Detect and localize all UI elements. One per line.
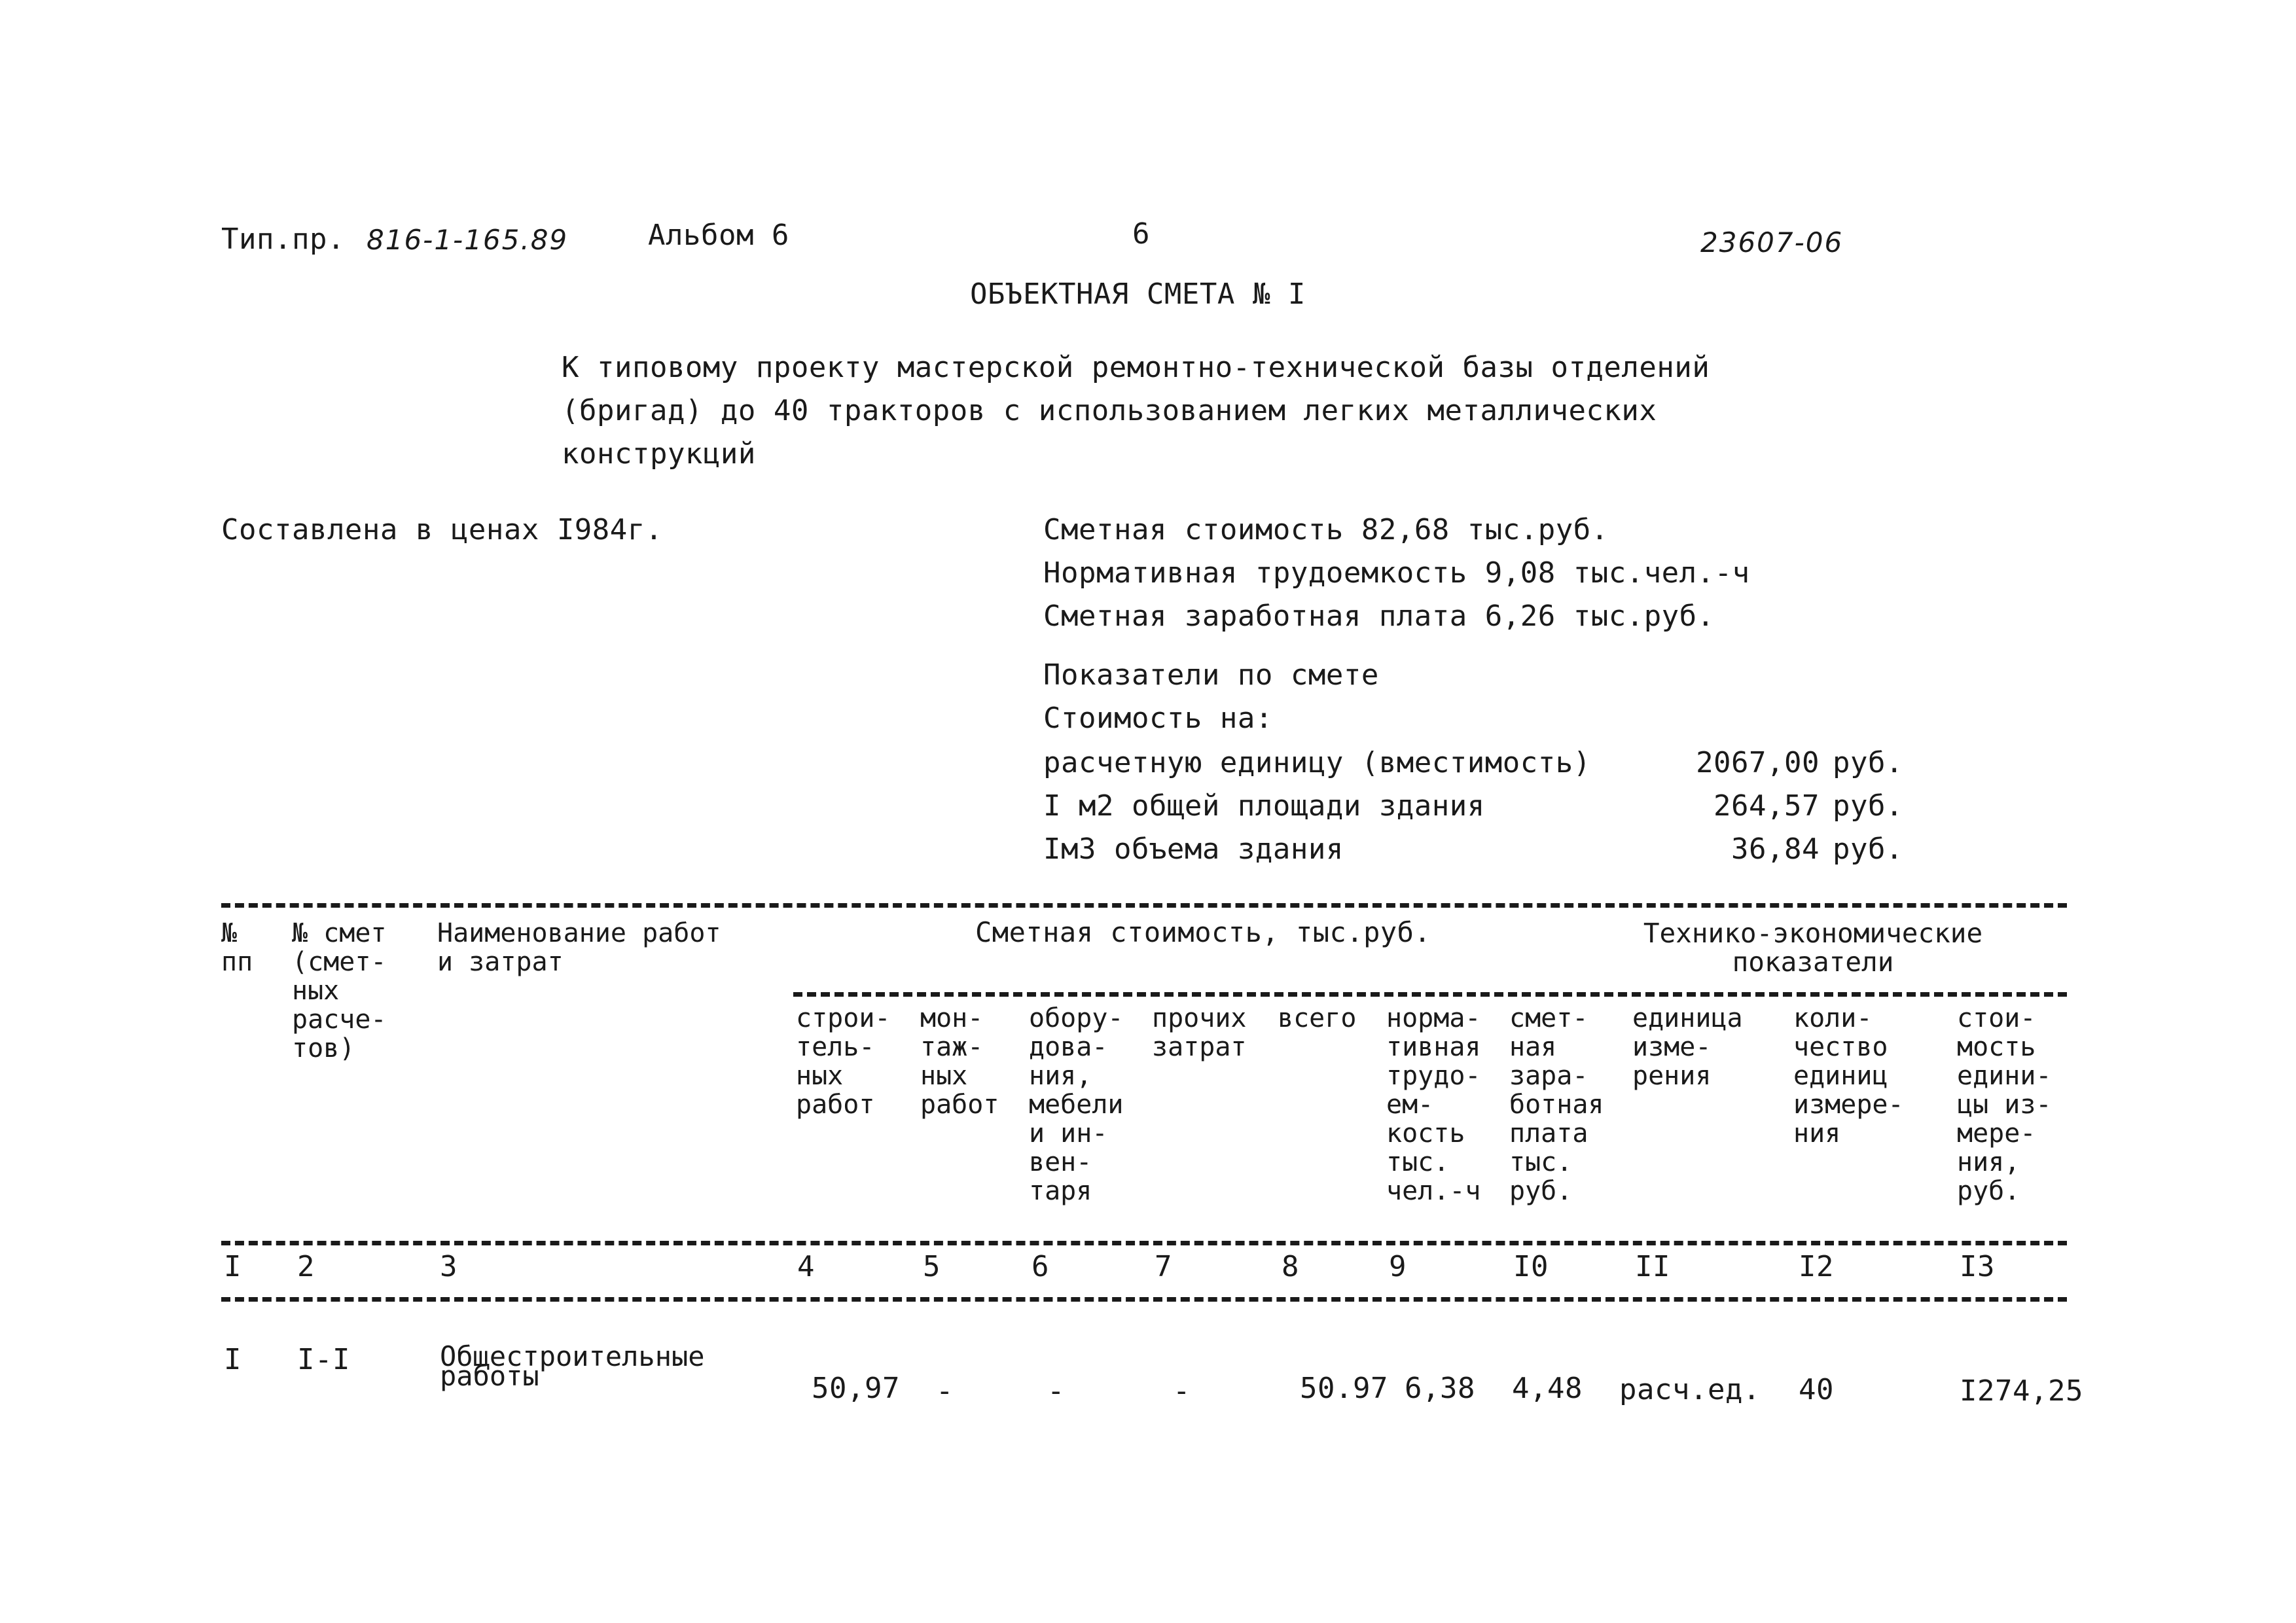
col-number: I3 — [1960, 1250, 1995, 1283]
col-number: 6 — [1031, 1250, 1049, 1283]
indicator-value: 2067,00 — [1696, 746, 1820, 779]
type-label: Тип.пр. — [221, 223, 345, 256]
indicator-unit: руб. — [1833, 746, 1903, 779]
indicators-heading: Показатели по смете — [1043, 658, 1379, 692]
col-header-unit: единица изме- рения — [1632, 1003, 1743, 1091]
col-header-other: прочих затрат — [1152, 1003, 1247, 1062]
row-installation: - — [936, 1374, 954, 1408]
summary-unit: тыс.чел.-ч — [1573, 556, 1750, 590]
table-colnum-rule — [221, 1297, 2067, 1302]
prices-note: Составлена в ценах I984г. — [221, 513, 663, 546]
summary-labor-intensity — [1043, 556, 1750, 590]
col-header-estimate: № смет (смет- ных расче- тов) — [292, 918, 387, 1063]
indicator-unit: руб. — [1833, 789, 1903, 823]
col-header-quantity: коли- чество единиц измере- ния — [1793, 1003, 1904, 1149]
col-header-wages: смет- ная зара- ботная плата тыс. руб. — [1509, 1003, 1604, 1206]
col-number: 3 — [440, 1250, 457, 1283]
col-header-construction: строи- тель- ных работ — [796, 1003, 891, 1120]
indicator-unit: руб. — [1833, 832, 1903, 866]
subtitle-line-1: К типовому проекту мастерской ремонтно-технической базы отделений — [562, 351, 1710, 384]
row-unit: расч.ед. — [1619, 1373, 1761, 1406]
subtitle-line-2: (бригад) до 40 тракторов с использованием легких металлических — [562, 394, 1657, 427]
page-number: 6 — [1132, 217, 1150, 251]
indicator-label: I м2 общей площади здания — [1043, 789, 1485, 823]
row-wages: 4,48 — [1512, 1372, 1583, 1405]
table-group-tech: Технико-экономические показатели — [1643, 918, 1983, 978]
row-equipment: - — [1047, 1374, 1065, 1408]
summary-unit: тыс.руб. — [1467, 513, 1609, 546]
col-header-name: Наименование работ и затрат — [437, 918, 721, 977]
row-construction: 50,97 — [812, 1372, 900, 1405]
project-code: 816-1-165.89 — [367, 224, 569, 256]
row-labor: 6,38 — [1405, 1372, 1475, 1405]
summary-estimated-cost — [1043, 513, 1609, 546]
row-other: - — [1173, 1374, 1191, 1408]
col-number: 4 — [797, 1250, 815, 1283]
document-title: ОБЪЕКТНАЯ СМЕТА № I — [970, 277, 1306, 311]
col-header-num: № пп — [221, 918, 253, 977]
col-number: I0 — [1513, 1250, 1549, 1283]
col-header-labor: норма- тивная трудо- ем- кость тыс. чел.-ч — [1386, 1003, 1481, 1206]
summary-label: Сметная стоимость — [1043, 513, 1344, 546]
row-quantity: 40 — [1799, 1373, 1834, 1406]
indicators-cost-on: Стоимость на: — [1043, 702, 1273, 735]
col-header-installation: мон- таж- ных работ — [920, 1003, 999, 1120]
summary-value: 9,08 — [1484, 556, 1556, 590]
indicator-label: Iм3 объема здания — [1043, 832, 1344, 866]
col-header-unit-cost: стои- мость едини- цы из- мере- ния, руб. — [1957, 1003, 2052, 1206]
subtitle-line-3: конструкций — [562, 437, 756, 471]
table-group-cost: Сметная стоимость, тыс.руб. — [975, 916, 1431, 948]
summary-label: Нормативная трудоемкость — [1043, 556, 1467, 590]
col-number: 8 — [1282, 1250, 1299, 1283]
album-label: Альбом 6 — [648, 219, 789, 252]
col-number: 9 — [1389, 1250, 1407, 1283]
col-header-total: всего — [1278, 1003, 1357, 1033]
row-estimate: I-I — [297, 1343, 350, 1376]
row-unit-cost: I274,25 — [1960, 1374, 2083, 1408]
summary-value: 6,26 — [1484, 599, 1556, 633]
col-number: 5 — [923, 1250, 941, 1283]
indicator-label: расчетную единицу (вместимость) — [1043, 746, 1591, 779]
row-total: 50.97 — [1300, 1372, 1388, 1405]
col-number: 7 — [1155, 1250, 1172, 1283]
indicator-value: 36,84 — [1731, 832, 1820, 866]
col-number: I2 — [1799, 1250, 1834, 1283]
row-name: Общестроительные работы — [440, 1340, 705, 1392]
indicator-value: 264,57 — [1713, 789, 1820, 823]
col-number: II — [1635, 1250, 1670, 1283]
summary-label: Сметная заработная плата — [1043, 599, 1467, 633]
col-number: I — [224, 1250, 242, 1283]
col-number: 2 — [297, 1250, 315, 1283]
table-header-rule — [221, 1241, 2067, 1245]
summary-unit: тыс.руб. — [1573, 599, 1715, 633]
table-group-rule — [793, 992, 2067, 997]
document-code: 23607-06 — [1700, 226, 1844, 259]
summary-value: 82,68 — [1361, 513, 1450, 546]
summary-wages — [1043, 599, 1715, 633]
table-top-rule — [221, 903, 2067, 908]
col-header-equipment: обору- дова- ния, мебели и ин- вен- таря — [1029, 1003, 1124, 1206]
row-num: I — [224, 1343, 242, 1376]
